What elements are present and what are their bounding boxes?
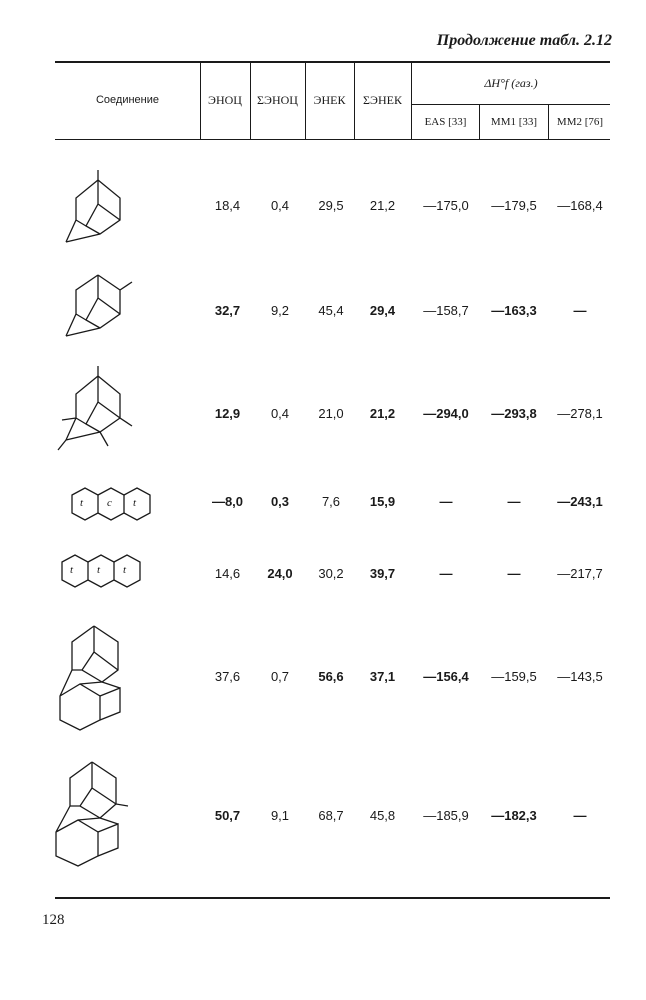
- row-5-senoc: 24,0: [267, 566, 293, 581]
- row-4-enek: 7,6: [321, 494, 341, 509]
- header-mm2: MM2 [76]: [556, 116, 604, 128]
- row-2-enoc: 32,7: [214, 303, 241, 318]
- row-5-eas: —: [439, 566, 453, 581]
- row-6-senek: 37,1: [369, 669, 396, 684]
- row-1-mm1: —179,5: [491, 198, 537, 213]
- subheader-rule: [412, 104, 610, 105]
- row-3-senek: 21,2: [369, 406, 396, 421]
- structure-diamantane: [52, 622, 132, 734]
- header-eas: EAS [33]: [424, 116, 467, 128]
- page-number: 128: [42, 912, 65, 928]
- bottom-rule: [55, 897, 610, 899]
- row-4-mm2: —243,1: [557, 494, 603, 509]
- row-3-enoc: 12,9: [214, 406, 241, 421]
- row-3-mm1: —293,8: [491, 406, 537, 421]
- row-4-eas: —: [439, 494, 453, 509]
- row-7-eas: —185,9: [423, 808, 469, 823]
- ring-label: c: [107, 497, 112, 509]
- row-2-senoc: 9,2: [270, 303, 290, 318]
- header-dhf: ΔH°f (газ.): [484, 76, 538, 90]
- structure-tetramethyladamantane: [48, 364, 140, 454]
- structure-methyladamantane-1: [58, 168, 138, 253]
- row-6-mm1: —159,5: [491, 669, 537, 684]
- row-1-senek: 21,2: [369, 198, 396, 213]
- row-4-senek: 15,9: [369, 494, 396, 509]
- ring-label: t: [97, 564, 101, 576]
- row-2-enek: 45,4: [318, 303, 344, 318]
- structure-perhydroanthracene-tct: [64, 484, 184, 526]
- ring-label: t: [123, 564, 127, 576]
- header-senoc: ΣЭНОЦ: [257, 93, 298, 107]
- row-6-enek: 56,6: [318, 669, 344, 684]
- row-4-senoc: 0,3: [270, 494, 290, 509]
- row-2-senek: 29,4: [369, 303, 396, 318]
- header-enek: ЭНЕК: [313, 93, 346, 107]
- row-5-enek: 30,2: [318, 566, 344, 581]
- structure-methyldiamantane: [48, 758, 134, 870]
- row-2-mm1: —163,3: [491, 303, 537, 318]
- row-3-mm2: —278,1: [557, 406, 603, 421]
- table-caption: Продолжение табл. 2.12: [436, 32, 612, 49]
- row-2-eas: —158,7: [423, 303, 469, 318]
- row-6-enoc: 37,6: [214, 669, 241, 684]
- row-7-enoc: 50,7: [214, 808, 241, 823]
- row-7-mm2: —: [573, 808, 587, 823]
- row-3-senoc: 0,4: [270, 406, 290, 421]
- header-divider: [411, 62, 412, 140]
- row-5-enoc: 14,6: [214, 566, 241, 581]
- row-6-senoc: 0,7: [270, 669, 290, 684]
- row-7-mm1: —182,3: [491, 808, 537, 823]
- header-enoc: ЭНОЦ: [208, 93, 242, 107]
- row-5-senek: 39,7: [369, 566, 396, 581]
- row-2-mm2: —: [573, 303, 587, 318]
- row-5-mm1: —: [507, 566, 521, 581]
- row-1-eas: —175,0: [423, 198, 469, 213]
- row-1-mm2: —168,4: [557, 198, 603, 213]
- ring-label: t: [133, 497, 137, 509]
- row-3-eas: —294,0: [423, 406, 469, 421]
- top-rule: [55, 61, 610, 63]
- row-5-mm2: —217,7: [557, 566, 603, 581]
- header-senek: ΣЭНЕК: [363, 93, 402, 107]
- row-1-enek: 29,5: [318, 198, 344, 213]
- header-compound: Соединение: [95, 94, 160, 106]
- ring-label: t: [80, 497, 84, 509]
- header-mm1: MM1 [33]: [490, 116, 538, 128]
- row-4-enoc: —8,0: [211, 494, 244, 509]
- row-3-enek: 21,0: [318, 406, 344, 421]
- row-7-senek: 45,8: [369, 808, 396, 823]
- ring-label: t: [70, 564, 74, 576]
- header-bottom-rule: [55, 139, 610, 140]
- row-7-senoc: 9,1: [270, 808, 290, 823]
- row-4-mm1: —: [507, 494, 521, 509]
- row-1-senoc: 0,4: [270, 198, 290, 213]
- structure-methyladamantane-2: [58, 270, 138, 348]
- row-1-enoc: 18,4: [214, 198, 241, 213]
- row-7-enek: 68,7: [318, 808, 344, 823]
- row-6-eas: —156,4: [423, 669, 469, 684]
- structure-perhydroanthracene-ttt: [54, 551, 174, 593]
- row-6-mm2: —143,5: [557, 669, 603, 684]
